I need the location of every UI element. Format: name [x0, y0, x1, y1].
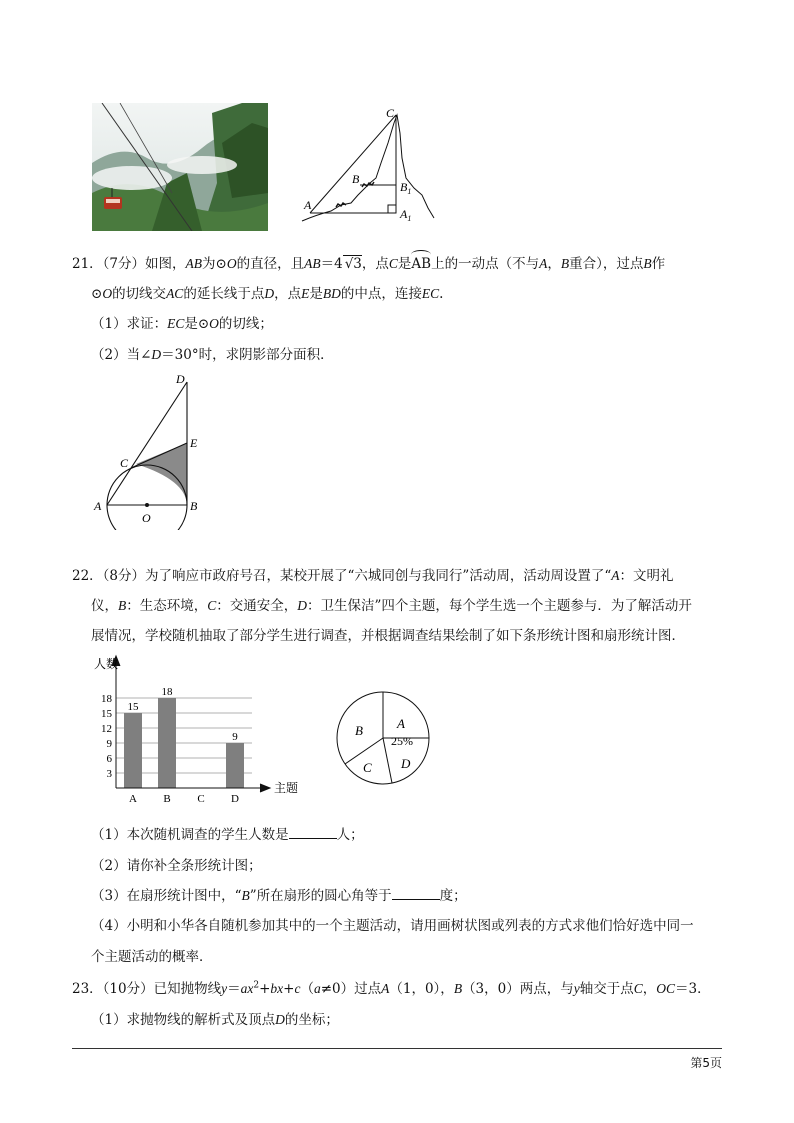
- cable-car-photo: [92, 103, 268, 231]
- x-category-label-A: A: [129, 793, 137, 805]
- pie-slice-B: B: [355, 723, 363, 738]
- q22-line2: 仪，B：生态环境，C：交通安全，D：卫生保洁”四个主题，每个学生选一个主题参与．为了解活动开: [91, 598, 692, 614]
- label-O: O: [142, 511, 151, 525]
- bar-value-label-A: 15: [127, 701, 139, 713]
- circle-tangent-figure: [90, 370, 210, 530]
- y-tick-label: 18: [101, 693, 112, 705]
- answer-blank-3[interactable]: [392, 887, 440, 900]
- label-B: B: [190, 499, 198, 513]
- q22-sub4b: 个主题活动的概率．: [91, 949, 213, 965]
- q22-sub3: （3）在扇形统计图中，“B”所在扇形的圆心角等于 度；: [91, 888, 467, 904]
- pie-slice-D: D: [401, 756, 411, 771]
- q21-sub1: （1）求证：EC是⊙O的切线；: [91, 316, 273, 332]
- bar-chart: [88, 652, 308, 812]
- bar-value-label-D: 9: [232, 731, 238, 743]
- label-E: E: [190, 436, 198, 450]
- pie-slice-C: C: [363, 760, 372, 775]
- pie-chart: [335, 690, 435, 790]
- bar-D: [226, 743, 244, 788]
- x-category-label-D: D: [231, 793, 239, 805]
- x-axis-label: 主题: [274, 781, 299, 795]
- x-category-label-B: B: [163, 793, 171, 805]
- shaded-region: [136, 443, 187, 505]
- q21-line1: 21．（7分）如图，AB为⊙O的直径，且AB＝4 √3，点C是 AB上的一动点（不与A，B重合），过点B作: [72, 252, 665, 272]
- bar-value-label-B: 18: [161, 686, 173, 698]
- label-C: C: [386, 106, 395, 120]
- y-axis-label: 人数: [94, 657, 119, 671]
- q22-sub1: （1）本次随机调查的学生人数是 人；: [91, 827, 364, 843]
- x-category-label-C: C: [197, 793, 205, 805]
- bar-B: [158, 698, 176, 788]
- label-B1: $B_1$: [400, 180, 412, 196]
- q22-sub4: （4）小明和小华各自随机参加其中的一个主题活动，请用画树状图或列表的方式求他们恰好选中同一: [91, 918, 694, 934]
- answer-blank-1[interactable]: [289, 826, 337, 839]
- label-B: B: [352, 172, 360, 186]
- q22-sub2: （2）请你补全条形统计图；: [91, 858, 262, 874]
- q21-line2: ⊙O的切线交AC的延长线于点D，点E是BD的中点，连接EC.: [91, 286, 444, 302]
- y-tick-label: 12: [101, 723, 112, 735]
- sqrt-radicand: 3: [353, 256, 362, 272]
- y-tick-label: 6: [106, 753, 112, 765]
- q23-line1: 23．（10分）已知抛物线$y=ax^2+bx+c(a\ne 0)$过点A（1，0），B（3，0）两点，与y轴交于点C，OC＝3．: [72, 980, 711, 997]
- label-A: A: [94, 499, 102, 513]
- q23-sub1: （1）求抛物线的解析式及顶点D的坐标；: [91, 1012, 339, 1028]
- page-number: 第5页: [690, 1056, 722, 1070]
- y-tick-label: 9: [106, 738, 112, 750]
- q22-line1: 22．（8分）为了响应市政府号召，某校开展了“六城同创与我同行”活动周，活动周设置了“A：文明礼: [72, 568, 674, 584]
- y-tick-label: 15: [101, 708, 112, 720]
- pie-slice-A-pct: 25%: [391, 734, 413, 748]
- footer-rule: [72, 1048, 722, 1049]
- bar-A: [124, 713, 142, 788]
- y-tick-label: 3: [106, 768, 112, 780]
- label-D: D: [176, 372, 185, 386]
- label-C: C: [120, 456, 129, 470]
- q22-line3: 展情况，学校随机抽取了部分学生进行调查，并根据调查结果绘制了如下条形统计图和扇形统计图．: [91, 628, 685, 644]
- pie-slice-A: A: [397, 716, 405, 731]
- mountain-triangle-figure: [296, 103, 446, 228]
- label-A: A: [304, 198, 312, 212]
- arc-ab: AB: [411, 256, 432, 272]
- label-A1: $A_1$: [400, 207, 412, 223]
- q21-sub2: （2）当∠D＝30°时，求阴影部分面积．: [91, 347, 334, 363]
